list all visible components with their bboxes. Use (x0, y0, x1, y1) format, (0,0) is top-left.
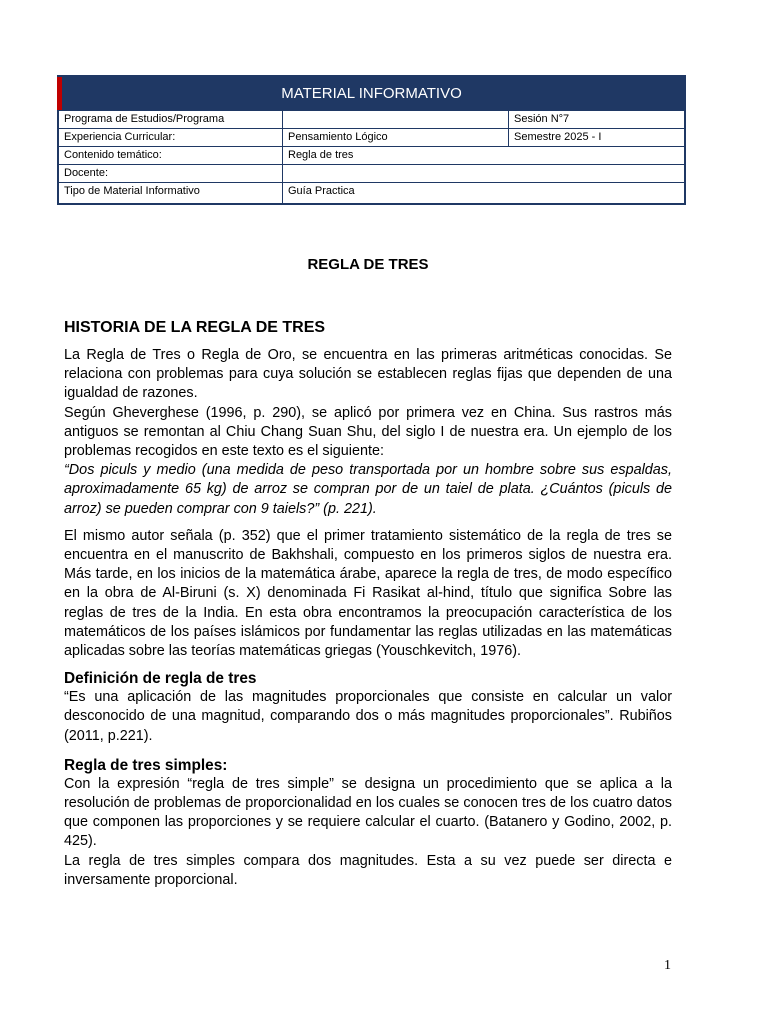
header-row-programa (59, 110, 684, 128)
quote-paragraph: “Dos piculs y medio (una medida de peso transportada por un hombre sobre sus espaldas, aproximadamente 65 kg) de arroz se compran por de un taiel de plata. ¿Cuántos (piculs de arroz) se pueden comprar con 9 taiels?” (p. 221). (64, 462, 672, 517)
cell-value: Guía Practica (288, 185, 355, 197)
page-number: 1 (664, 958, 671, 973)
cell-label: Experiencia Curricular: (59, 129, 283, 146)
history-heading: HISTORIA DE LA REGLA DE TRES (64, 319, 326, 336)
header-title-bar (59, 77, 684, 110)
cell-value: Regla de tres (288, 149, 354, 161)
header-table (57, 75, 686, 205)
header-title: MATERIAL INFORMATIVO (281, 85, 462, 102)
definition-heading: Definición de regla de tres (64, 670, 257, 688)
cell-semester: Semestre 2025 - I (514, 131, 602, 143)
cell-label: Contenido temático: (59, 147, 283, 164)
document-body (64, 318, 672, 890)
paragraph-3: El mismo autor señala (p. 352) que el primer tratamiento sistemático de la regla de tres se encuentra en el manuscrito de Bakhshali, compuesto en los primeros siglos de nuestra era. Más tarde, en los inicios de la matemática árabe, aparece la regla de tres, de modo específico en la obra de Al-Biruni (s. X) denominada Fi Rasikat al-hind, título que significa Sobre las reglas de tres de la India. En esta obra encontramos la preocupación característica de los matemáticos de los países islámicos por fundamentar las reglas utilizadas en las matemáticas aplicadas sobre las teorías matemáticas griegas (Youschkevitch, 1976). (64, 527, 672, 660)
simple-rule-heading: Regla de tres simples: (64, 756, 228, 774)
paragraph-6: La regla de tres simples compara dos magnitudes. Esta a su vez puede ser directa e inversamente proporcional. (64, 852, 672, 888)
cell-label: Docente: (59, 165, 283, 182)
cell-value (283, 165, 684, 182)
cell-label: Tipo de Material Informativo (59, 183, 283, 203)
paragraph-5: Con la expresión “regla de tres simple” se designa un procedimiento que se aplica a la resolución de problemas de proporcionalidad en los cuales se conocen tres de los cuatro datos que componen las proporciones y se requiere calcular el cuarto. (Batanero y Godino, 2002, p. 425). (64, 775, 672, 850)
header-row-contenido (59, 146, 684, 164)
document-title: REGLA DE TRES (307, 256, 429, 273)
red-accent-bar (57, 77, 62, 110)
paragraph-1: La Regla de Tres o Regla de Oro, se encuentra en las primeras aritméticas conocidas. Se relaciona con problemas para cuya solución se establecen reglas fijas que dependen de una igualdad de razones. (64, 347, 672, 402)
cell-value (283, 111, 509, 128)
header-row-experiencia (59, 128, 684, 146)
paragraph-2: Según Gheverghese (1996, p. 290), se aplicó por primera vez en China. Sus rastros más antiguos se remontan al Chiu Chang Suan Shu, del siglo I de nuestra era. Un ejemplo de los problemas recogidos en este texto es el siguiente: (64, 404, 672, 460)
cell-label: Programa de Estudios/Programa (59, 111, 283, 128)
paragraph-4: “Es una aplicación de las magnitudes proporcionales que consiste en calcular un valor desconocido de una magnitud, comparando dos o más magnitudes proporcionales”. Rubiños (2011, p.221). (64, 689, 672, 744)
cell-session: Sesión N°7 (514, 113, 570, 125)
header-row-tipo (59, 182, 684, 203)
cell-value: Pensamiento Lógico (283, 129, 509, 146)
header-row-docente (59, 164, 684, 182)
